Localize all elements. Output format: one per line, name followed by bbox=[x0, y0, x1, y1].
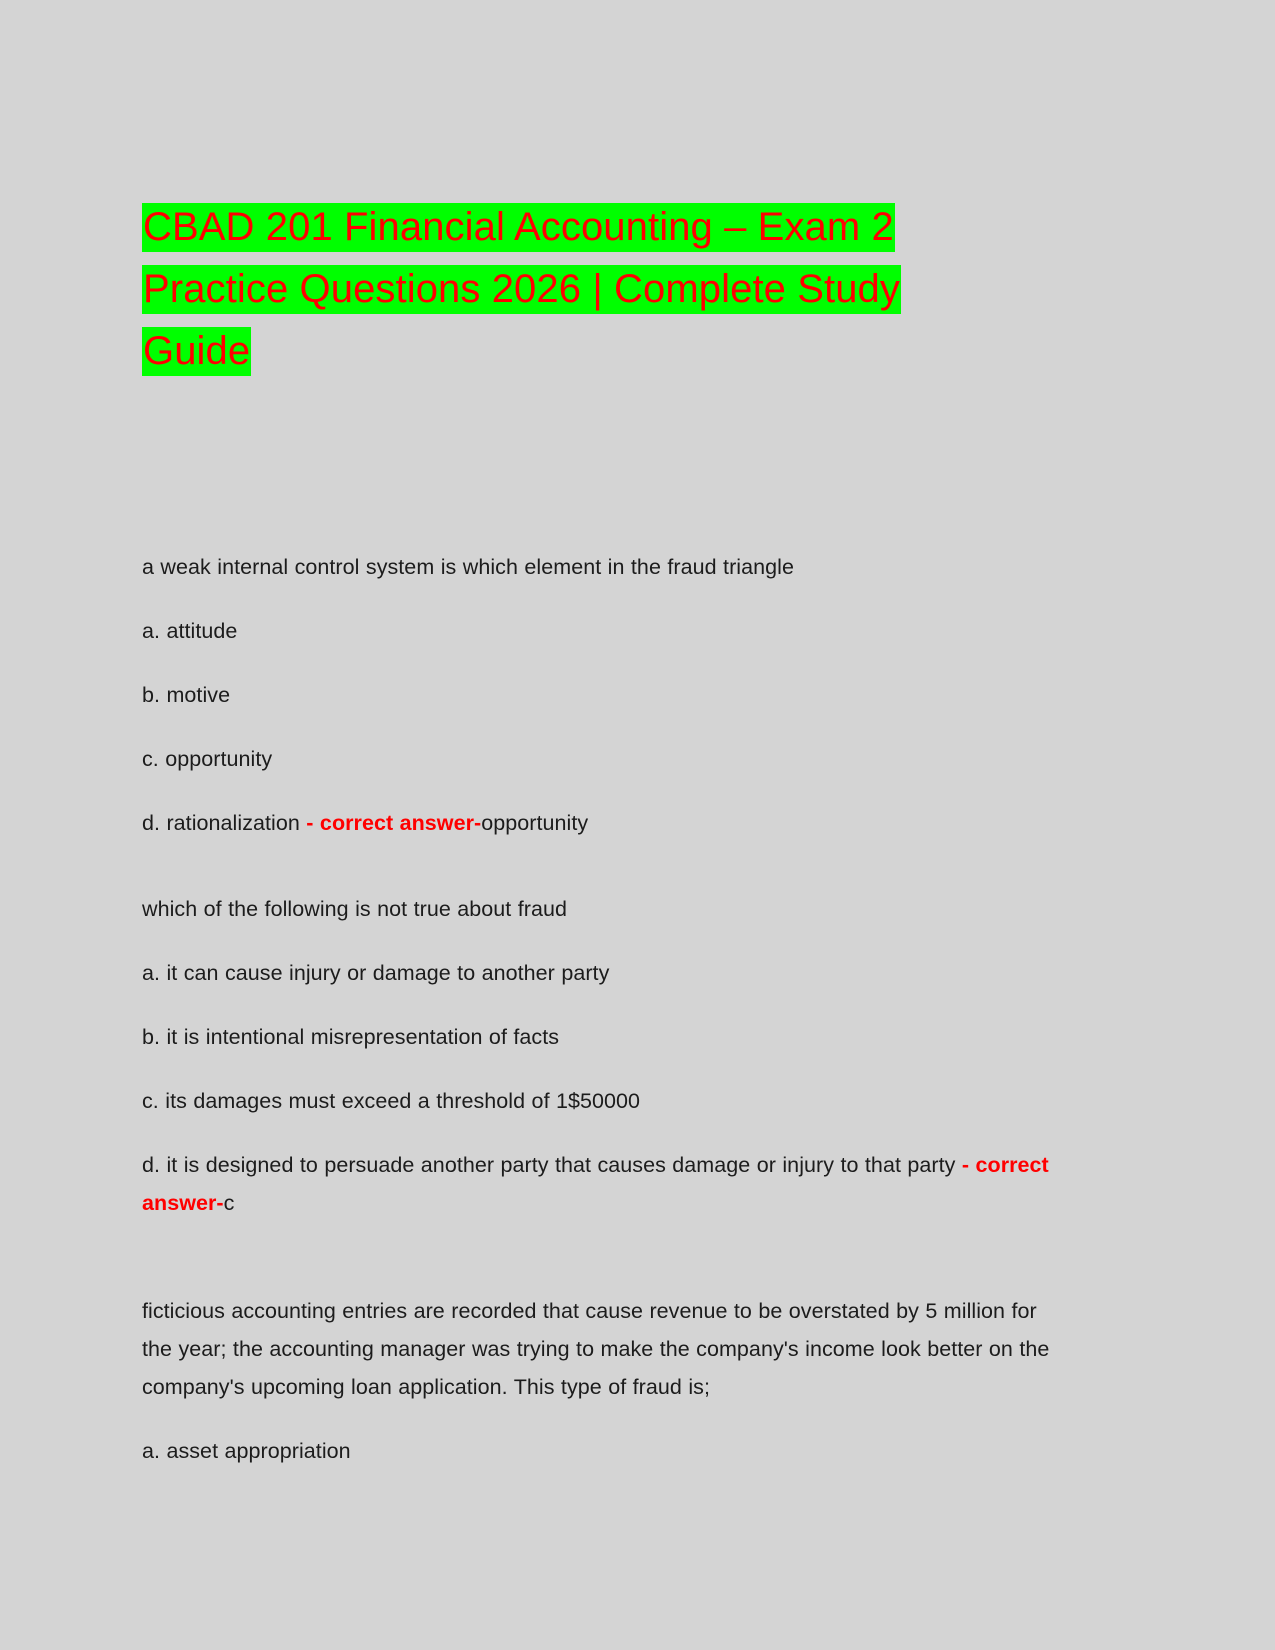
question-prompt: which of the following is not true about fraud bbox=[142, 897, 568, 921]
answer-option: a. attitude bbox=[142, 619, 238, 643]
option-text: d. rationalization bbox=[142, 811, 300, 835]
correct-answer-value: opportunity bbox=[481, 811, 589, 835]
document-body bbox=[142, 548, 1072, 1470]
title-line-1: CBAD 201 Financial Accounting – Exam 2 bbox=[142, 203, 895, 252]
answer-option-with-answer bbox=[142, 1146, 1072, 1222]
answer-option: b. it is intentional misrepresentation of facts bbox=[142, 1025, 560, 1049]
option-text: d. it is designed to persuade another party that causes damage or injury to that party bbox=[142, 1153, 956, 1177]
question-prompt: ficticious accounting entries are recorded that cause revenue to be overstated by 5 million for the year; the accounting manager was trying to make the company's income look better on the company's upcoming loan application. This type of fraud is; bbox=[142, 1299, 1050, 1399]
page-title bbox=[142, 196, 972, 382]
answer-option: c. opportunity bbox=[142, 747, 273, 771]
correct-answer-marker: - correct answer- bbox=[299, 811, 482, 835]
answer-option: a. it can cause injury or damage to another party bbox=[142, 961, 610, 985]
question-block bbox=[142, 1292, 1072, 1470]
question-block bbox=[142, 548, 1072, 842]
question-block bbox=[142, 890, 1072, 1222]
question-prompt: a weak internal control system is which element in the fraud triangle bbox=[142, 555, 794, 579]
correct-answer-marker: - correct answer- bbox=[142, 1153, 1049, 1215]
block-spacer bbox=[142, 1252, 1072, 1292]
answer-option: a. asset appropriation bbox=[142, 1439, 351, 1463]
answer-option: b. motive bbox=[142, 683, 231, 707]
answer-option: c. its damages must exceed a threshold of 1$50000 bbox=[142, 1089, 641, 1113]
title-line-2: Practice Questions 2026 | Complete Study bbox=[142, 265, 901, 314]
block-spacer bbox=[142, 872, 1072, 890]
correct-answer-value: c bbox=[223, 1191, 235, 1215]
title-line-3: Guide bbox=[142, 327, 251, 376]
answer-option-with-answer bbox=[142, 804, 1072, 842]
